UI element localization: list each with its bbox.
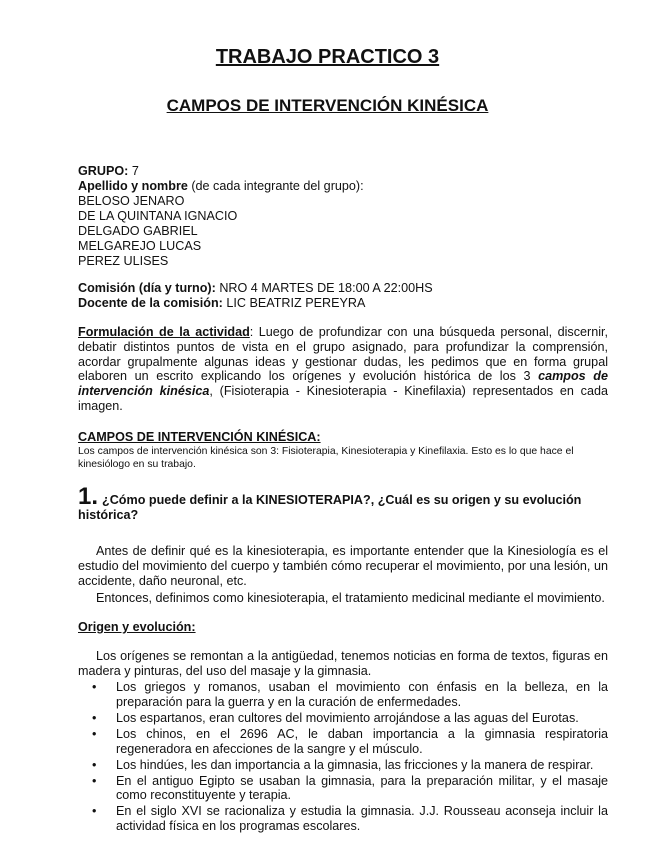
activity-paragraph bbox=[78, 325, 608, 414]
teacher-label: Docente de la comisión: bbox=[78, 296, 223, 310]
list-item bbox=[78, 758, 608, 773]
question-text: ¿Cómo puede definir a la KINESIOTERAPIA?, ¿Cuál es su origen y su evolución histórica? bbox=[78, 493, 582, 522]
activity-text-1: : Luego de profundizar con una búsqueda personal, discernir, debatir distintos puntos de vista en el grupo asignado, para profundizar la comprensión, acordar grupalmente algunas ideas y gestionar dudas, les pedimos que en forma grupal elaboren un escrito explicando los orígenes y evolución histórica de los 3 bbox=[78, 325, 608, 384]
list-item bbox=[78, 804, 608, 834]
list-item-text: En el antiguo Egipto se usaban la gimnasia, para la preparación militar, y el masaje como reconstituyente y terapia. bbox=[116, 773, 608, 803]
bullet-icon: • bbox=[92, 804, 97, 819]
commission-line bbox=[78, 281, 433, 296]
commission-label: Comisión (día y turno): bbox=[78, 281, 216, 295]
question-number: 1. bbox=[78, 483, 99, 510]
origin-heading: Origen y evolución: bbox=[78, 620, 196, 634]
definition-paragraph-2: Entonces, definimos como kinesioterapia, el tratamiento medicinal mediante el movimiento. bbox=[96, 591, 605, 605]
teacher-value: LIC BEATRIZ PEREYRA bbox=[222, 296, 366, 310]
member-3: DELGADO GABRIEL bbox=[78, 224, 198, 238]
group-line bbox=[78, 164, 139, 179]
campos-heading: CAMPOS DE INTERVENCIÓN KINÉSICA: bbox=[78, 430, 321, 444]
names-label: Apellido y nombre bbox=[78, 179, 188, 193]
member-1: BELOSO JENARO bbox=[78, 194, 185, 208]
activity-text-2: , (Fisioterapia - Kinesioterapia - Kinefilaxia) representados en cada imagen. bbox=[78, 384, 608, 413]
activity-emphasis: campos de intervención kinésica bbox=[78, 369, 608, 399]
member-2: DE LA QUINTANA IGNACIO bbox=[78, 209, 238, 223]
teacher-line bbox=[78, 296, 365, 311]
origin-bullet-list bbox=[78, 680, 608, 835]
group-value: 7 bbox=[128, 164, 139, 178]
list-item-text: Los griegos y romanos, usaban el movimiento con énfasis en la belleza, en la preparación para la guerra y en la curación de enfermedades. bbox=[116, 680, 608, 709]
member-5: PEREZ ULISES bbox=[78, 254, 169, 268]
list-item bbox=[78, 711, 608, 726]
list-item-text: Los hindúes, les dan importancia a la gimnasia, las fricciones y la manera de respirar. bbox=[116, 757, 594, 772]
page-subtitle: CAMPOS DE INTERVENCIÓN KINÉSICA bbox=[166, 96, 489, 115]
names-note: (de cada integrante del grupo): bbox=[187, 179, 364, 193]
list-item bbox=[78, 774, 608, 804]
definition-paragraph-1: Antes de definir qué es la kinesioterapia, es importante entender que la Kinesiología es el estudio del movimiento del cuerpo y también cómo recuperar el movimiento, por una lesión, un accidente, daño neuronal, etc. bbox=[78, 544, 608, 588]
origin-intro: Los orígenes se remontan a la antigüedad, tenemos noticias en forma de textos, figuras en madera y pinturas, del uso del masaje y la gimnasia. bbox=[78, 649, 608, 678]
group-label: GRUPO: bbox=[78, 164, 129, 178]
page-title: TRABAJO PRACTICO 3 bbox=[215, 46, 440, 68]
list-item-text: En el siglo XVI se racionaliza y estudia la gimnasia. J.J. Rousseau aconseja incluir la actividad física en los programas escolares. bbox=[116, 804, 608, 834]
question-1 bbox=[78, 483, 613, 523]
list-item bbox=[78, 680, 608, 710]
bullet-icon: • bbox=[92, 773, 97, 788]
list-item-text: Los chinos, en el 2696 AC, le daban importancia a la gimnasia respiratoria regeneradora en afecciones de la sangre y el músculo. bbox=[116, 726, 608, 756]
bullet-icon: • bbox=[92, 680, 97, 694]
bullet-icon: • bbox=[92, 726, 97, 741]
list-item bbox=[78, 727, 608, 757]
member-4: MELGAREJO LUCAS bbox=[78, 239, 202, 253]
campos-text: Los campos de intervención kinésica son 3: Fisioterapia, Kinesioterapia y Kinefilaxia. Esto es lo que hace el kinesiólogo en su trabajo. bbox=[78, 446, 574, 470]
bullet-icon: • bbox=[92, 757, 97, 772]
names-line bbox=[78, 179, 364, 194]
activity-label: Formulación de la actividad bbox=[78, 325, 250, 339]
bullet-icon: • bbox=[92, 710, 97, 725]
list-item-text: Los espartanos, eran cultores del movimiento arrojándose a las aguas del Eurotas. bbox=[116, 710, 579, 725]
commission-value: NRO 4 MARTES DE 18:00 A 22:00HS bbox=[215, 281, 433, 295]
